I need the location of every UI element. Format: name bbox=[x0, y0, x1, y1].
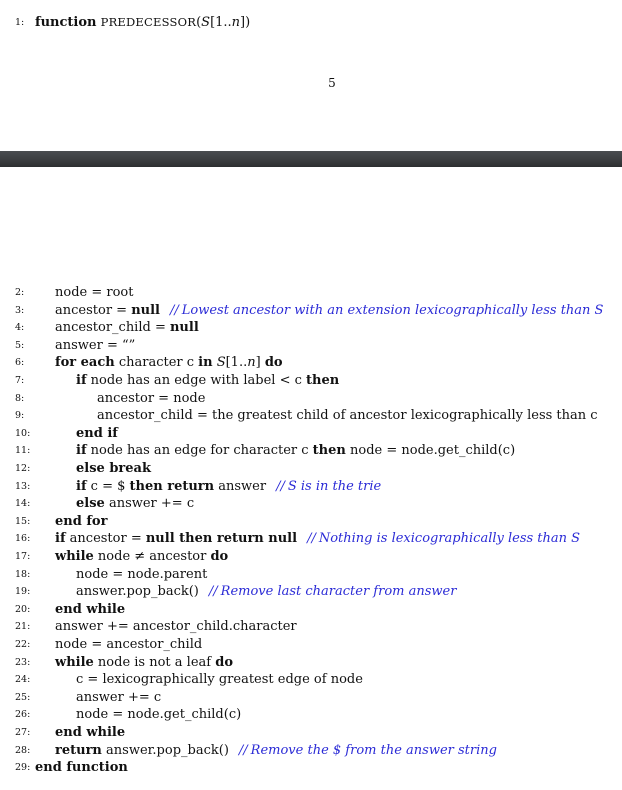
comment-text: Remove the $ from the answer string bbox=[250, 742, 497, 758]
page-number: 5 bbox=[328, 76, 336, 90]
keyword: end for bbox=[55, 513, 108, 529]
code-text bbox=[55, 284, 133, 301]
code-text bbox=[76, 706, 241, 723]
code-token: node ≠ ancestor bbox=[93, 549, 211, 564]
code-token: ancestor = node bbox=[97, 390, 206, 406]
line-number: 10: bbox=[15, 427, 31, 439]
line-number: 16: bbox=[15, 533, 31, 545]
code-token: c = lexicographically greatest edge of node bbox=[76, 672, 363, 688]
line-number: 22: bbox=[15, 639, 31, 650]
comment-text: Lowest ancestor with an extension lexicographically less than S bbox=[181, 302, 604, 318]
code-text bbox=[76, 372, 339, 389]
code-text bbox=[76, 460, 151, 477]
code-text bbox=[55, 601, 125, 618]
code-token: node = ancestor_child bbox=[55, 637, 203, 652]
code-token: PREDECESSOR bbox=[100, 15, 197, 29]
code-text bbox=[76, 689, 161, 706]
line-number: 15: bbox=[15, 515, 31, 527]
code-token: ancestor = bbox=[55, 302, 132, 318]
code-text bbox=[55, 513, 107, 530]
code-token: n bbox=[231, 15, 241, 30]
code-text bbox=[76, 583, 456, 600]
line-number: 20: bbox=[15, 603, 31, 615]
code-token: answer += c bbox=[76, 689, 162, 705]
code-comment bbox=[209, 584, 457, 599]
keyword: then bbox=[306, 373, 340, 388]
code-text bbox=[55, 742, 497, 759]
code-token: ancestor = bbox=[65, 531, 146, 547]
code-text bbox=[35, 14, 250, 31]
code-token: ] bbox=[255, 355, 265, 371]
line-number: 9: bbox=[15, 410, 25, 422]
line-number: 11: bbox=[15, 445, 31, 457]
code-text bbox=[76, 671, 363, 688]
comment-text: Nothing is lexicographically less than S bbox=[318, 531, 581, 547]
keyword: then bbox=[312, 443, 346, 459]
code-token: [1.. bbox=[210, 15, 232, 30]
comment-prefix: // bbox=[307, 531, 316, 547]
code-text bbox=[76, 425, 118, 442]
line-number: 6: bbox=[15, 357, 25, 369]
line-number: 13: bbox=[15, 480, 31, 492]
code-token: character c bbox=[114, 355, 199, 371]
code-token: ]) bbox=[240, 15, 251, 30]
keyword: if bbox=[55, 531, 66, 547]
code-text bbox=[76, 566, 207, 583]
code-token: answer bbox=[214, 478, 267, 494]
keyword: then return bbox=[129, 478, 215, 494]
code-text bbox=[55, 302, 603, 319]
code-text bbox=[55, 530, 580, 547]
line-number: 23: bbox=[15, 656, 31, 668]
code-text bbox=[76, 478, 381, 495]
code-token: ( bbox=[196, 15, 202, 30]
comment-prefix: // bbox=[238, 742, 248, 758]
code-token: node is not a leaf bbox=[93, 654, 216, 670]
line-number: 25: bbox=[15, 691, 31, 703]
line-number: 4: bbox=[15, 322, 25, 334]
line-number: 7: bbox=[15, 375, 25, 386]
code-text bbox=[55, 724, 125, 741]
keyword: if bbox=[76, 443, 87, 459]
keyword: for each bbox=[55, 355, 115, 371]
line-number: 27: bbox=[15, 727, 31, 738]
line-number: 24: bbox=[15, 674, 31, 686]
code-token: [1.. bbox=[225, 355, 248, 371]
code-token: ancestor_child = bbox=[55, 320, 170, 336]
code-text bbox=[76, 495, 194, 512]
code-text bbox=[55, 354, 283, 371]
keyword: end while bbox=[55, 601, 126, 617]
code-token: answer += c bbox=[104, 496, 195, 512]
keyword: while bbox=[55, 549, 94, 564]
keyword: if bbox=[76, 373, 87, 388]
code-text bbox=[55, 618, 297, 635]
line-number: 5: bbox=[15, 339, 25, 351]
code-token: answer += ancestor_child.character bbox=[55, 619, 297, 635]
code-token: n bbox=[247, 355, 256, 371]
line-number: 17: bbox=[15, 551, 31, 562]
line-number: 21: bbox=[15, 621, 31, 633]
keyword: null then return null bbox=[145, 531, 298, 547]
code-text bbox=[55, 636, 202, 653]
code-comment bbox=[307, 531, 580, 546]
comment-text: S is in the trie bbox=[287, 478, 382, 494]
keyword: null bbox=[131, 302, 160, 318]
line-number: 2: bbox=[15, 287, 25, 298]
code-comment bbox=[239, 743, 497, 758]
code-token: node = node.parent bbox=[76, 566, 208, 582]
code-text bbox=[55, 654, 233, 671]
code-text bbox=[55, 548, 228, 565]
code-token: answer.pop_back() bbox=[76, 584, 199, 600]
keyword: else bbox=[76, 496, 105, 512]
code-token: node = root bbox=[55, 285, 134, 300]
keyword: if bbox=[76, 478, 87, 494]
code-text bbox=[97, 390, 205, 407]
comment-prefix: // bbox=[169, 302, 179, 318]
code-token: S bbox=[201, 15, 211, 30]
line-number: 26: bbox=[15, 709, 31, 721]
code-token: node = node.get_child(c) bbox=[76, 707, 242, 723]
code-token: ancestor_child = the greatest child of ancestor lexicographically less than c bbox=[97, 408, 598, 424]
keyword: return bbox=[55, 742, 102, 758]
code-token: S bbox=[216, 355, 226, 371]
page-divider bbox=[0, 151, 622, 167]
keyword: end if bbox=[76, 425, 118, 441]
code-token: node = node.get_child(c) bbox=[345, 443, 516, 459]
line-number: 1: bbox=[15, 17, 25, 28]
keyword: end while bbox=[55, 725, 126, 740]
line-number: 29: bbox=[15, 762, 31, 774]
keyword: null bbox=[169, 320, 199, 336]
keyword: do bbox=[264, 355, 283, 371]
code-token: c = $ bbox=[86, 478, 130, 494]
keyword: end function bbox=[35, 760, 128, 776]
line-number: 19: bbox=[15, 586, 31, 598]
code-text bbox=[97, 407, 598, 424]
comment-text: Remove last character from answer bbox=[220, 584, 457, 600]
line-number: 12: bbox=[15, 463, 31, 474]
comment-prefix: // bbox=[276, 478, 285, 494]
code-comment bbox=[276, 479, 381, 494]
keyword: do bbox=[215, 654, 233, 670]
keyword: in bbox=[198, 355, 213, 371]
keyword: else break bbox=[76, 461, 151, 476]
code-token: answer = “” bbox=[55, 337, 136, 353]
line-number: 14: bbox=[15, 498, 31, 510]
keyword: while bbox=[55, 654, 94, 670]
comment-prefix: // bbox=[208, 584, 218, 600]
code-text bbox=[55, 337, 135, 354]
code-token: node has an edge for character c bbox=[86, 443, 313, 459]
code-token: node has an edge with label < c bbox=[86, 373, 307, 388]
code-token: answer.pop_back() bbox=[101, 742, 229, 758]
code-text bbox=[76, 442, 515, 459]
code-text bbox=[35, 759, 128, 776]
line-number: 8: bbox=[15, 392, 25, 404]
line-number: 3: bbox=[15, 304, 25, 316]
line-number: 18: bbox=[15, 568, 31, 580]
code-comment bbox=[170, 303, 603, 318]
keyword: function bbox=[35, 15, 97, 30]
code-text bbox=[55, 319, 199, 336]
keyword: do bbox=[210, 549, 229, 564]
line-number: 28: bbox=[15, 744, 31, 756]
